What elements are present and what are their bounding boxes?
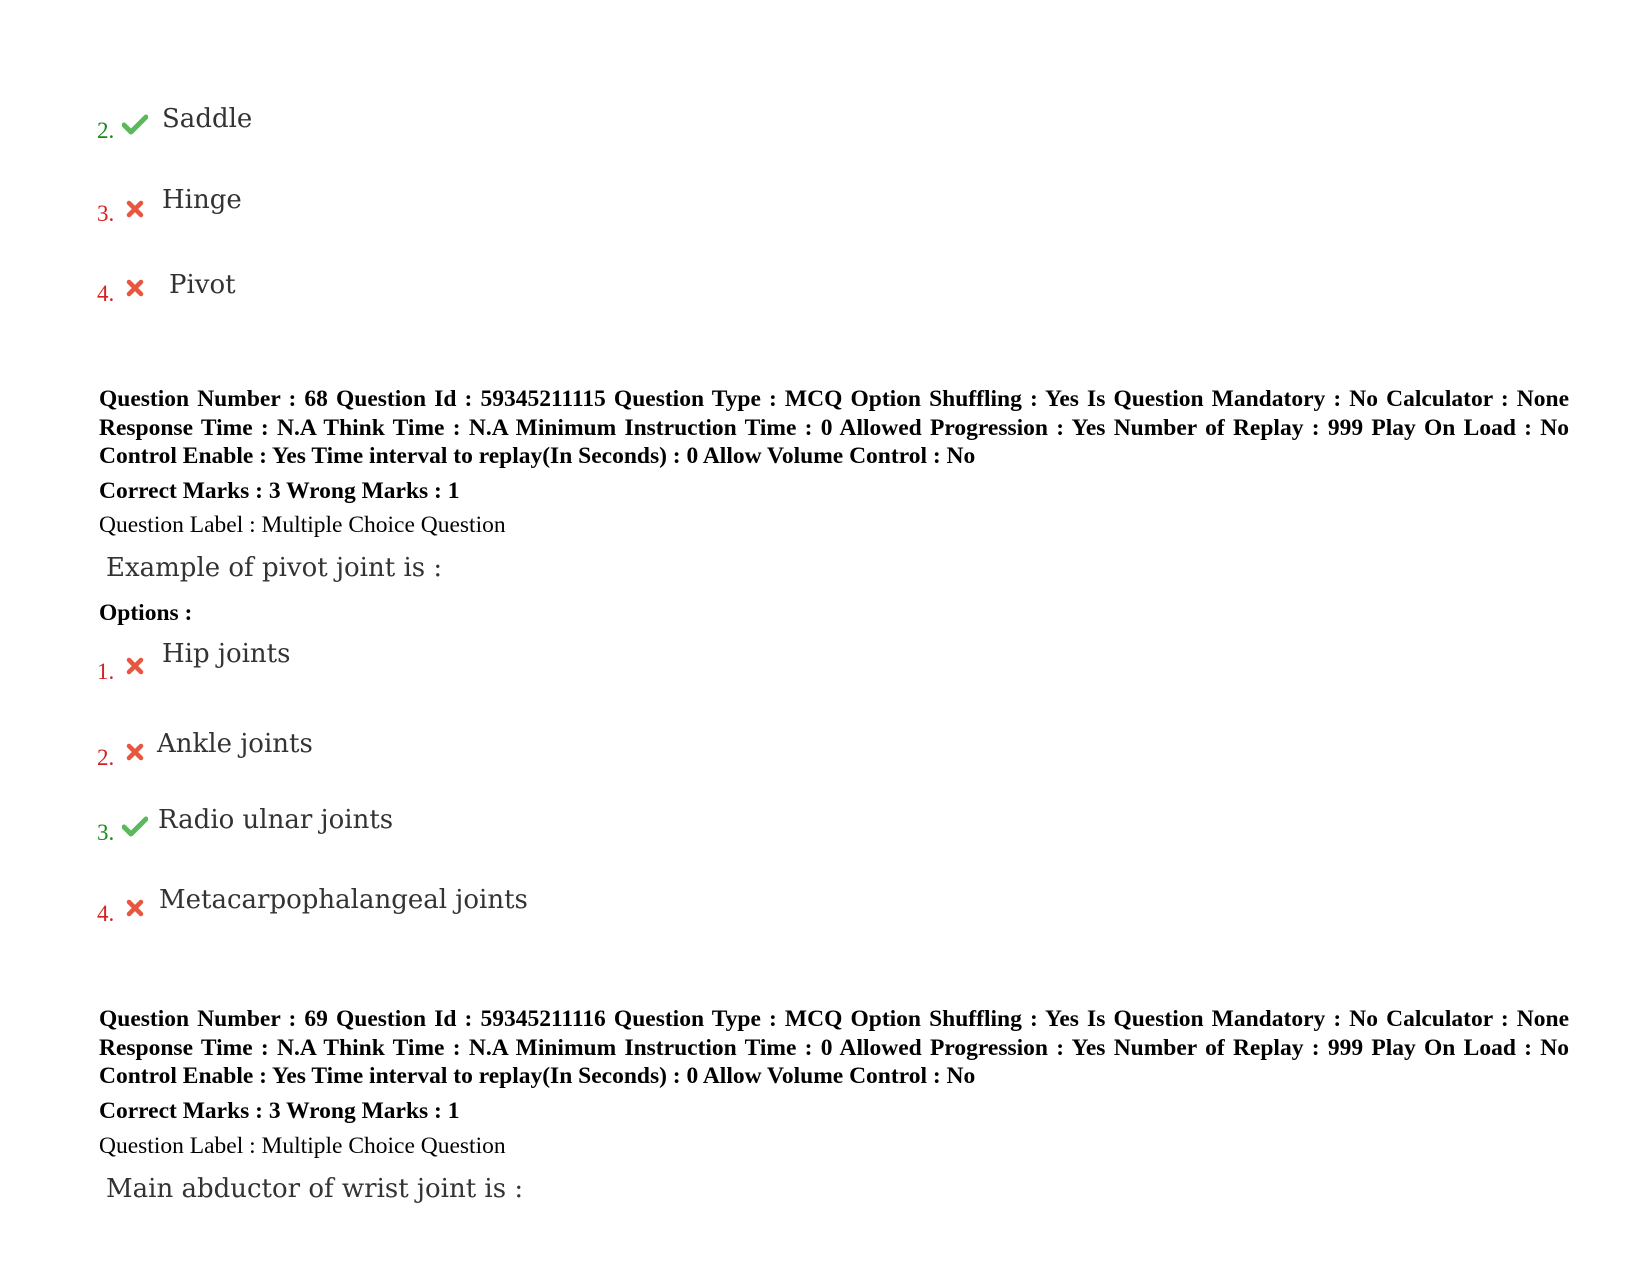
question-meta: Question Number : 69 Question Id : 59345211116 Question Type : MCQ Option Shuffling : Yes Is Question Mandatory : No Calculator : None Response Time : N.A Think Time : N.A Minimum Instruction Time : 0 Allowed Progression : Yes Number of Replay : 999 Play On Load : No Control Enable : Yes Time interval to replay(In Seconds) : 0 Allow Volume Control : No: [99, 1006, 1569, 1089]
option-number: 2.: [97, 745, 115, 770]
question-text: Main abductor of wrist joint is :: [106, 1174, 524, 1204]
option-number: 4.: [97, 281, 115, 306]
cross-icon: [123, 742, 149, 764]
cross-icon: [123, 278, 149, 300]
check-icon: [122, 815, 148, 837]
cross-icon: [123, 199, 149, 221]
option-number: 2.: [97, 118, 115, 143]
options-heading: Options :: [99, 600, 193, 626]
option-number: 3.: [97, 201, 115, 226]
question-marks: Correct Marks : 3 Wrong Marks : 1: [99, 1098, 460, 1124]
option-number: 1.: [97, 659, 115, 684]
option-text: Ankle joints: [157, 729, 313, 759]
option-text: Hip joints: [162, 639, 291, 669]
question-label: Question Label : Multiple Choice Question: [99, 1133, 506, 1159]
question-text: Example of pivot joint is :: [106, 553, 443, 583]
cross-icon: [123, 656, 149, 678]
option-number: 3.: [97, 820, 115, 845]
question-marks: Correct Marks : 3 Wrong Marks : 1: [99, 478, 460, 504]
option-text: Metacarpophalangeal joints: [159, 885, 528, 915]
check-icon: [122, 113, 148, 135]
option-text: Hinge: [162, 185, 242, 215]
question-label: Question Label : Multiple Choice Question: [99, 512, 506, 538]
option-text: Radio ulnar joints: [158, 805, 394, 835]
question-meta: Question Number : 68 Question Id : 59345211115 Question Type : MCQ Option Shuffling : Yes Is Question Mandatory : No Calculator : None Response Time : N.A Think Time : N.A Minimum Instruction Time : 0 Allowed Progression : Yes Number of Replay : 999 Play On Load : No Control Enable : Yes Time interval to replay(In Seconds) : 0 Allow Volume Control : No: [99, 386, 1569, 469]
option-number: 4.: [97, 901, 115, 926]
cross-icon: [123, 898, 149, 920]
option-text: Pivot: [169, 270, 236, 300]
option-text: Saddle: [162, 104, 253, 134]
